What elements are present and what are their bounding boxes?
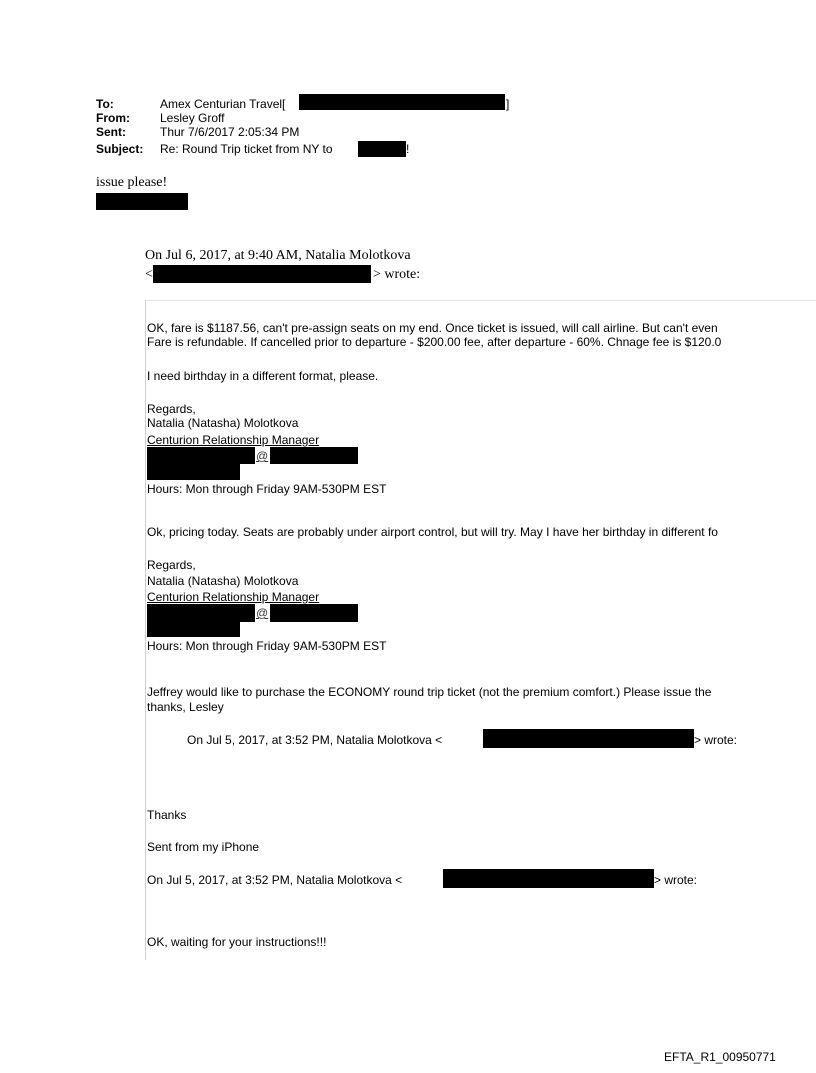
signature-hours: Hours: Mon through Friday 9AM-530PM EST — [147, 639, 387, 653]
document-id: EFTA_R1_00950771 — [664, 1050, 776, 1064]
signature-at: @ — [256, 606, 269, 620]
signature-at: @ — [256, 449, 269, 463]
quote-attribution: On Jul 5, 2017, at 3:52 PM, Natalia Molotkova < — [187, 733, 443, 747]
from-label: From: — [96, 111, 130, 125]
message-line: Fare is refundable. If cancelled prior to departure - $200.00 fee, after departure - 60%. Chnage fee is $120.0 — [147, 335, 722, 349]
quote-attribution: On Jul 6, 2017, at 9:40 AM, Natalia Molotkova — [145, 248, 411, 263]
signature-hours: Hours: Mon through Friday 9AM-530PM EST — [147, 482, 387, 496]
message-line: OK, waiting for your instructions!!! — [147, 935, 327, 949]
redaction-bar — [96, 193, 188, 210]
redaction-bar — [147, 622, 240, 637]
signature-regards: Regards, — [147, 402, 196, 416]
message-line: OK, fare is $1187.56, can't pre-assign seats on my end. Once ticket is issued, will call airline. But can't even — [147, 321, 718, 335]
sent-label: Sent: — [96, 125, 126, 139]
subject-label: Subject: — [96, 142, 144, 156]
message-line: I need birthday in a different format, please. — [147, 369, 379, 383]
subject-end: ! — [406, 142, 410, 156]
quote-wrote: > wrote: — [654, 873, 698, 887]
redaction-bar — [147, 604, 255, 622]
redaction-bar — [358, 141, 406, 157]
to-value: Amex Centurian Travel[ — [160, 97, 286, 111]
redaction-bar — [147, 464, 240, 480]
message-line: Ok, pricing today. Seats are probably under airport control, but will try. May I have her birthday in different fo — [147, 525, 718, 539]
quote-wrote: > wrote: — [694, 733, 738, 747]
quote-bar — [145, 300, 146, 960]
redaction-bar — [270, 604, 358, 622]
sent-value: Thur 7/6/2017 2:05:34 PM — [160, 125, 300, 139]
redaction-bar — [483, 729, 694, 748]
quote-divider — [145, 300, 816, 301]
to-label: To: — [96, 97, 114, 111]
redaction-bar — [443, 869, 654, 888]
redaction-bar — [299, 94, 505, 110]
signature-name: Natalia (Natasha) Molotkova — [147, 416, 299, 430]
message-line: Thanks — [147, 808, 187, 822]
signature-title: Centurion Relationship Manager — [147, 590, 320, 604]
message-line: thanks, Lesley — [147, 700, 224, 714]
quote-wrote: > wrote: — [373, 267, 421, 282]
quote-attribution: On Jul 5, 2017, at 3:52 PM, Natalia Molotkova < — [147, 873, 403, 887]
redaction-bar — [147, 447, 255, 464]
subject-value: Re: Round Trip ticket from NY to — [160, 142, 333, 156]
message-line: Jeffrey would like to purchase the ECONOMY round trip ticket (not the premium comfort.) Please issue the — [147, 685, 712, 699]
reply-text: issue please! — [96, 175, 168, 190]
signature-name: Natalia (Natasha) Molotkova — [147, 574, 299, 588]
quote-lt: < — [145, 267, 153, 282]
message-line: Sent from my iPhone — [147, 840, 260, 854]
to-close: ] — [506, 97, 510, 111]
signature-title: Centurion Relationship Manager — [147, 433, 320, 447]
redaction-bar — [270, 447, 358, 464]
redaction-bar — [153, 265, 371, 283]
from-value: Lesley Groff — [160, 111, 225, 125]
signature-regards: Regards, — [147, 558, 196, 572]
